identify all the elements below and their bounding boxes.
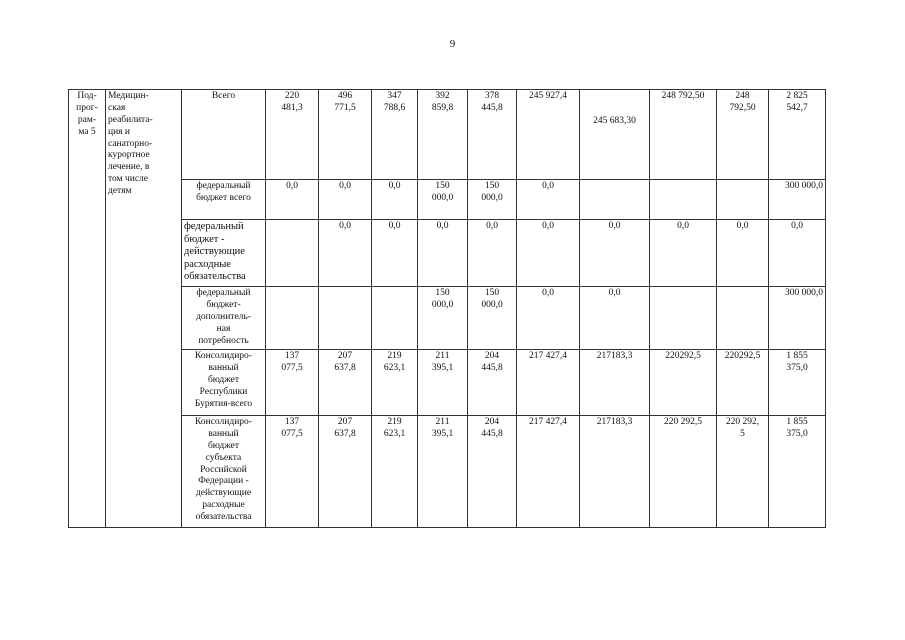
value-cell: 220 292, 5	[717, 416, 769, 528]
value-cell: 220292,5	[717, 350, 769, 416]
value-cell: 150 000,0	[468, 180, 517, 220]
value-cell: 248 792,50	[650, 90, 717, 180]
value-cell: 137 077,5	[266, 416, 319, 528]
value-cell: 207 637,8	[319, 350, 372, 416]
value-cell: 0,0	[319, 180, 372, 220]
value-cell: 219 623,1	[372, 350, 418, 416]
value-cell: 204 445,8	[468, 350, 517, 416]
funding-source-cell: Консолидиро- ванный бюджет Республики Бурятия-всего	[182, 350, 266, 416]
value-cell: 217183,3	[580, 350, 650, 416]
value-cell: 248 792,50	[717, 90, 769, 180]
value-cell: 0,0	[580, 220, 650, 287]
value-cell	[319, 287, 372, 350]
table-row	[69, 416, 826, 528]
value-cell	[266, 220, 319, 287]
value-cell: 220292,5	[650, 350, 717, 416]
value-cell: 137 077,5	[266, 350, 319, 416]
value-cell: 0,0	[372, 180, 418, 220]
value-cell: 217 427,4	[517, 416, 580, 528]
value-cell: 0,0	[372, 220, 418, 287]
value-cell: 0,0	[580, 287, 650, 350]
budget-table	[68, 89, 826, 528]
value-cell: 220 481,3	[266, 90, 319, 180]
page-number: 9	[449, 38, 456, 50]
value-cell	[650, 180, 717, 220]
value-cell: 0,0	[266, 180, 319, 220]
subprogram-cell	[69, 90, 106, 528]
value-cell: 150 000,0	[468, 287, 517, 350]
value-cell: 211 395,1	[418, 416, 468, 528]
value-cell: 219 623,1	[372, 416, 418, 528]
value-cell: 245 683,30	[580, 90, 650, 180]
value-cell	[580, 180, 650, 220]
value-cell: 220 292,5	[650, 416, 717, 528]
value-cell: 378 445,8	[468, 90, 517, 180]
value-cell: 150 000,0	[418, 287, 468, 350]
value-cell: 204 445,8	[468, 416, 517, 528]
value-cell	[717, 180, 769, 220]
funding-source-cell: федеральный бюджет всего	[182, 180, 266, 220]
value-cell	[717, 287, 769, 350]
value-cell: 300 000,0	[769, 287, 826, 350]
funding-source-cell: федеральный бюджет - действующие расходные обязательства	[182, 220, 266, 287]
table-row	[69, 350, 826, 416]
table-row	[69, 287, 826, 350]
value-cell	[650, 287, 717, 350]
subprogram-label: Под- прог- рам- ма 5	[76, 91, 98, 137]
value-cell: 245 927,4	[517, 90, 580, 180]
value-cell: 347 788,6	[372, 90, 418, 180]
value-cell: 0,0	[769, 220, 826, 287]
value-cell: 217 427,4	[517, 350, 580, 416]
value-cell: 0,0	[517, 287, 580, 350]
value-cell: 0,0	[468, 220, 517, 287]
value-cell: 1 855 375,0	[769, 416, 826, 528]
value-cell: 207 637,8	[319, 416, 372, 528]
value-cell	[372, 287, 418, 350]
value-cell: 0,0	[650, 220, 717, 287]
value-cell: 0,0	[717, 220, 769, 287]
table-row	[69, 90, 826, 180]
value-cell: 0,0	[319, 220, 372, 287]
value-cell: 496 771,5	[319, 90, 372, 180]
funding-source-cell: Всего	[182, 90, 266, 180]
value-cell: 150 000,0	[418, 180, 468, 220]
table-row	[69, 220, 826, 287]
value-cell: 2 825 542,7	[769, 90, 826, 180]
value-cell: 211 395,1	[418, 350, 468, 416]
value-cell: 0,0	[517, 220, 580, 287]
funding-source-cell: федеральный бюджет- дополнитель- ная потребность	[182, 287, 266, 350]
value-cell: 0,0	[418, 220, 468, 287]
value-cell: 1 855 375,0	[769, 350, 826, 416]
activity-cell	[106, 90, 182, 528]
value-cell: 217183,3	[580, 416, 650, 528]
activity-label: Медицин- ская реабилита- ция и санаторно- курортное лечение, в том числе детям	[108, 91, 153, 196]
table-row	[69, 180, 826, 220]
value-cell: 392 859,8	[418, 90, 468, 180]
funding-source-cell: Консолидиро- ванный бюджет субъекта Российской Федерации - действующие расходные обязательства	[182, 416, 266, 528]
value-cell: 300 000,0	[769, 180, 826, 220]
value-cell: 0,0	[517, 180, 580, 220]
value-cell	[266, 287, 319, 350]
